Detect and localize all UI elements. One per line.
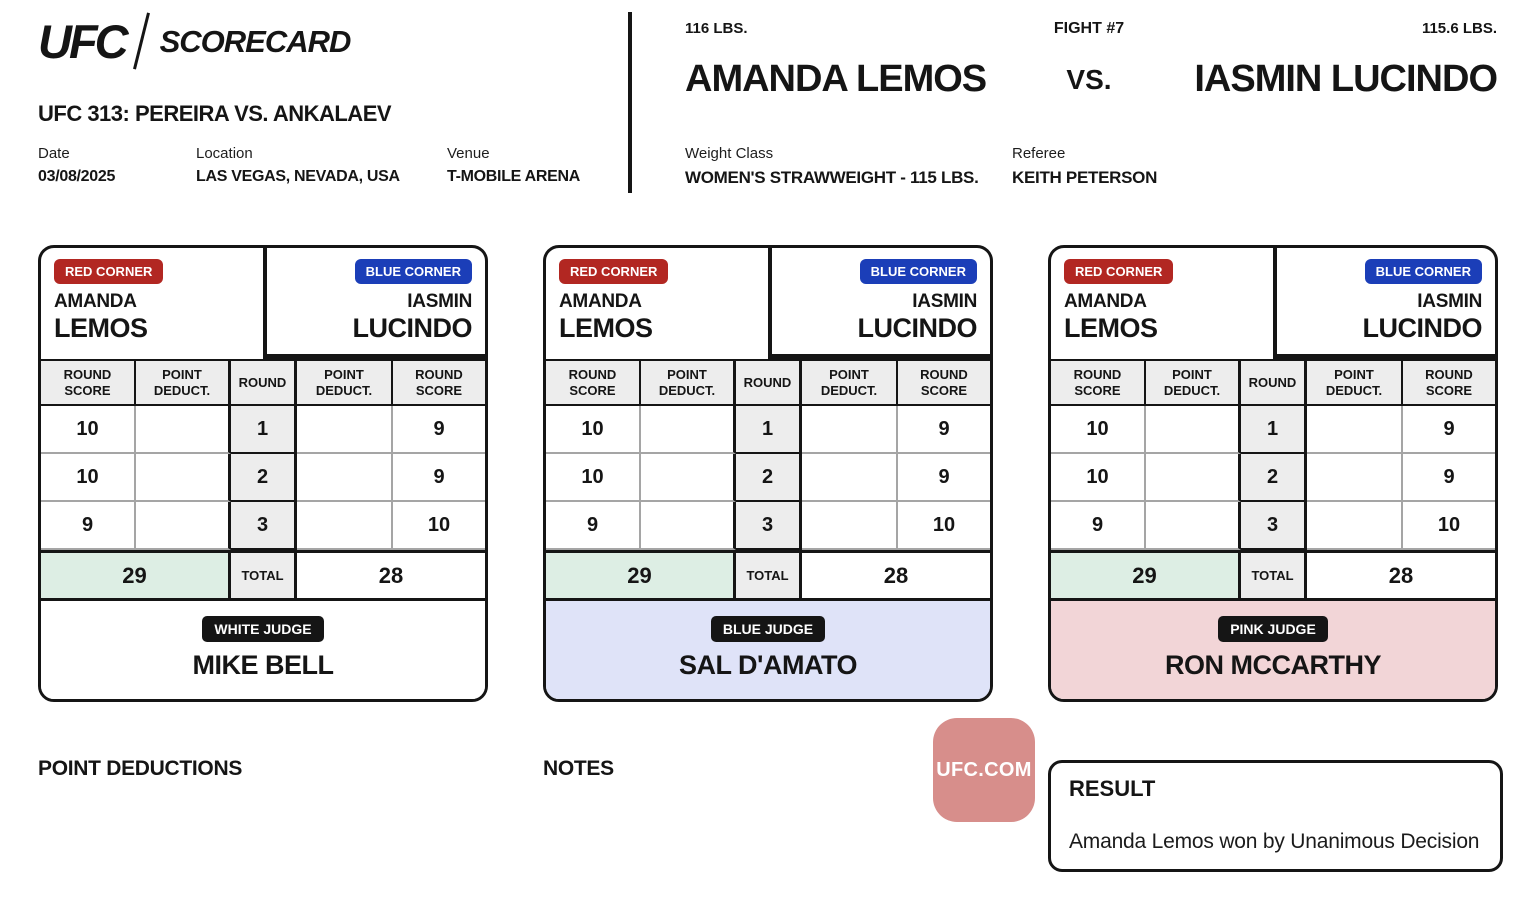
blue-last-name: LUCINDO xyxy=(857,312,977,343)
red-first-name: AMANDA xyxy=(559,291,642,312)
round-row xyxy=(546,454,990,502)
red-round-score: 10 xyxy=(41,454,136,502)
logo-slash-divider xyxy=(133,12,150,69)
judge-color-badge: PINK JUDGE xyxy=(1218,616,1328,642)
red-total-score: 29 xyxy=(41,553,231,598)
blue-first-name: IASMIN xyxy=(1417,291,1482,312)
red-point-deduct-cell xyxy=(1146,454,1241,502)
judge-name: MIKE BELL xyxy=(192,649,334,680)
ufc-logo-text: UFC xyxy=(38,14,126,68)
round-number: 3 xyxy=(231,502,297,550)
notes-label: NOTES xyxy=(543,757,614,780)
blue-point-deduct-cell xyxy=(802,454,898,502)
blue-fighter-weight: 115.6 LBS. xyxy=(1421,20,1497,37)
red-round-score: 9 xyxy=(546,502,641,550)
round-row xyxy=(546,406,990,454)
blue-point-deduct-cell xyxy=(802,406,898,454)
weight-class-label: Weight Class xyxy=(685,145,774,162)
blue-corner-badge: BLUE CORNER xyxy=(1365,259,1482,284)
judge-card-sal-damato xyxy=(543,245,993,702)
red-round-score: 10 xyxy=(1051,454,1146,502)
blue-point-deduct-cell xyxy=(297,454,393,502)
blue-round-score: 10 xyxy=(898,502,990,550)
blue-round-score: 9 xyxy=(898,406,990,454)
col-header-point-deduct-blue: POINT DEDUCT. xyxy=(1307,361,1403,406)
round-row xyxy=(41,454,485,502)
col-header-round: ROUND xyxy=(231,361,297,406)
judge-footer xyxy=(41,601,485,699)
blue-round-score: 9 xyxy=(898,454,990,502)
col-header-round-score-blue: ROUND SCORE xyxy=(393,361,485,406)
ufc-scorecard-logo xyxy=(38,12,350,70)
red-point-deduct-cell xyxy=(641,454,736,502)
round-number: 2 xyxy=(736,454,802,502)
red-point-deduct-cell xyxy=(136,406,231,454)
red-point-deduct-cell xyxy=(641,406,736,454)
referee-value: KEITH PETERSON xyxy=(1012,168,1158,187)
round-number: 1 xyxy=(1241,406,1307,454)
blue-round-score: 9 xyxy=(1403,406,1495,454)
judge-footer xyxy=(1051,601,1495,699)
red-first-name: AMANDA xyxy=(1064,291,1147,312)
red-corner-badge: RED CORNER xyxy=(559,259,668,284)
weight-class-value: WOMEN'S STRAWWEIGHT - 115 LBS. xyxy=(685,168,979,187)
blue-point-deduct-cell xyxy=(802,502,898,550)
red-corner-badge: RED CORNER xyxy=(1064,259,1173,284)
round-number: 2 xyxy=(231,454,297,502)
blue-corner-half xyxy=(263,248,485,359)
round-row xyxy=(41,406,485,454)
score-table-header xyxy=(546,361,990,406)
vs-text: VS. xyxy=(1066,64,1112,95)
red-point-deduct-cell xyxy=(136,502,231,550)
round-row xyxy=(1051,406,1495,454)
col-header-point-deduct-blue: POINT DEDUCT. xyxy=(297,361,393,406)
fight-number: FIGHT #7 xyxy=(1053,20,1125,37)
blue-point-deduct-cell xyxy=(297,502,393,550)
round-number: 1 xyxy=(231,406,297,454)
red-last-name: LEMOS xyxy=(559,312,653,343)
total-row xyxy=(1051,550,1495,601)
blue-round-score: 9 xyxy=(393,406,485,454)
result-box xyxy=(1048,760,1503,872)
red-corner-half xyxy=(41,248,263,359)
fighter-names-section xyxy=(546,248,990,361)
score-table-header xyxy=(1051,361,1495,406)
blue-round-score: 10 xyxy=(1403,502,1495,550)
judge-card-ron-mccarthy xyxy=(1048,245,1498,702)
red-point-deduct-cell xyxy=(1146,502,1241,550)
round-number: 3 xyxy=(1241,502,1307,550)
blue-last-name: LUCINDO xyxy=(1362,312,1482,343)
blue-fighter-name: IASMIN LUCINDO xyxy=(1194,58,1497,100)
red-point-deduct-cell xyxy=(136,454,231,502)
ufc-com-badge: UFC.COM xyxy=(933,718,1035,822)
col-header-point-deduct-red: POINT DEDUCT. xyxy=(641,361,736,406)
blue-corner-badge: BLUE CORNER xyxy=(860,259,977,284)
fighter-names-section xyxy=(1051,248,1495,361)
red-corner-badge: RED CORNER xyxy=(54,259,163,284)
total-row xyxy=(546,550,990,601)
round-number: 2 xyxy=(1241,454,1307,502)
point-deductions-label: POINT DEDUCTIONS xyxy=(38,757,243,780)
red-last-name: LEMOS xyxy=(1064,312,1158,343)
score-table-header xyxy=(41,361,485,406)
total-row xyxy=(41,550,485,601)
blue-total-score: 28 xyxy=(1307,553,1495,598)
judge-color-badge: WHITE JUDGE xyxy=(202,616,323,642)
round-row xyxy=(546,502,990,550)
judge-card-mike-bell xyxy=(38,245,488,702)
col-header-round-score-red: ROUND SCORE xyxy=(1051,361,1146,406)
red-point-deduct-cell xyxy=(641,502,736,550)
red-total-score: 29 xyxy=(1051,553,1241,598)
fighter-names-section xyxy=(41,248,485,361)
blue-point-deduct-cell xyxy=(1307,454,1403,502)
col-header-point-deduct-blue: POINT DEDUCT. xyxy=(802,361,898,406)
result-text: Amanda Lemos won by Unanimous Decision xyxy=(1069,830,1480,853)
venue-label: Venue xyxy=(447,145,490,162)
red-round-score: 9 xyxy=(41,502,136,550)
scorecard-logo-text: SCORECARD xyxy=(159,23,351,59)
red-corner-half xyxy=(1051,248,1273,359)
judge-name: SAL D'AMATO xyxy=(679,649,857,680)
blue-round-score: 9 xyxy=(1403,454,1495,502)
blue-round-score: 10 xyxy=(393,502,485,550)
blue-point-deduct-cell xyxy=(1307,406,1403,454)
blue-corner-badge: BLUE CORNER xyxy=(355,259,472,284)
round-row xyxy=(1051,502,1495,550)
round-row xyxy=(41,502,485,550)
round-number: 3 xyxy=(736,502,802,550)
total-label: TOTAL xyxy=(1241,553,1307,598)
referee-label: Referee xyxy=(1012,145,1066,162)
header-vertical-divider xyxy=(628,12,632,193)
red-first-name: AMANDA xyxy=(54,291,137,312)
col-header-round: ROUND xyxy=(1241,361,1307,406)
blue-round-score: 9 xyxy=(393,454,485,502)
red-fighter-name: AMANDA LEMOS xyxy=(685,58,987,100)
location-label: Location xyxy=(196,145,253,162)
red-round-score: 9 xyxy=(1051,502,1146,550)
total-label: TOTAL xyxy=(736,553,802,598)
red-round-score: 10 xyxy=(41,406,136,454)
col-header-round-score-blue: ROUND SCORE xyxy=(898,361,990,406)
col-header-round-score-red: ROUND SCORE xyxy=(546,361,641,406)
location-value: LAS VEGAS, NEVADA, USA xyxy=(196,168,400,185)
blue-first-name: IASMIN xyxy=(407,291,472,312)
red-point-deduct-cell xyxy=(1146,406,1241,454)
red-round-score: 10 xyxy=(1051,406,1146,454)
red-corner-half xyxy=(546,248,768,359)
judge-name: RON MCCARTHY xyxy=(1165,649,1381,680)
col-header-point-deduct-red: POINT DEDUCT. xyxy=(1146,361,1241,406)
judge-color-badge: BLUE JUDGE xyxy=(711,616,825,642)
blue-total-score: 28 xyxy=(802,553,990,598)
col-header-round-score-blue: ROUND SCORE xyxy=(1403,361,1495,406)
round-row xyxy=(1051,454,1495,502)
red-round-score: 10 xyxy=(546,406,641,454)
total-label: TOTAL xyxy=(231,553,297,598)
red-round-score: 10 xyxy=(546,454,641,502)
round-number: 1 xyxy=(736,406,802,454)
red-fighter-weight: 116 LBS. xyxy=(685,20,748,37)
blue-point-deduct-cell xyxy=(1307,502,1403,550)
date-label: Date xyxy=(38,145,70,162)
red-total-score: 29 xyxy=(546,553,736,598)
result-label: RESULT xyxy=(1069,776,1156,801)
blue-point-deduct-cell xyxy=(297,406,393,454)
judge-cards-row xyxy=(38,245,1498,702)
col-header-round: ROUND xyxy=(736,361,802,406)
col-header-round-score-red: ROUND SCORE xyxy=(41,361,136,406)
blue-corner-half xyxy=(1273,248,1495,359)
venue-value: T-MOBILE ARENA xyxy=(447,168,580,185)
blue-total-score: 28 xyxy=(297,553,485,598)
judge-footer xyxy=(546,601,990,699)
col-header-point-deduct-red: POINT DEDUCT. xyxy=(136,361,231,406)
date-value: 03/08/2025 xyxy=(38,168,116,185)
event-title: UFC 313: PEREIRA VS. ANKALAEV xyxy=(38,101,392,126)
red-last-name: LEMOS xyxy=(54,312,148,343)
blue-last-name: LUCINDO xyxy=(352,312,472,343)
blue-first-name: IASMIN xyxy=(912,291,977,312)
blue-corner-half xyxy=(768,248,990,359)
